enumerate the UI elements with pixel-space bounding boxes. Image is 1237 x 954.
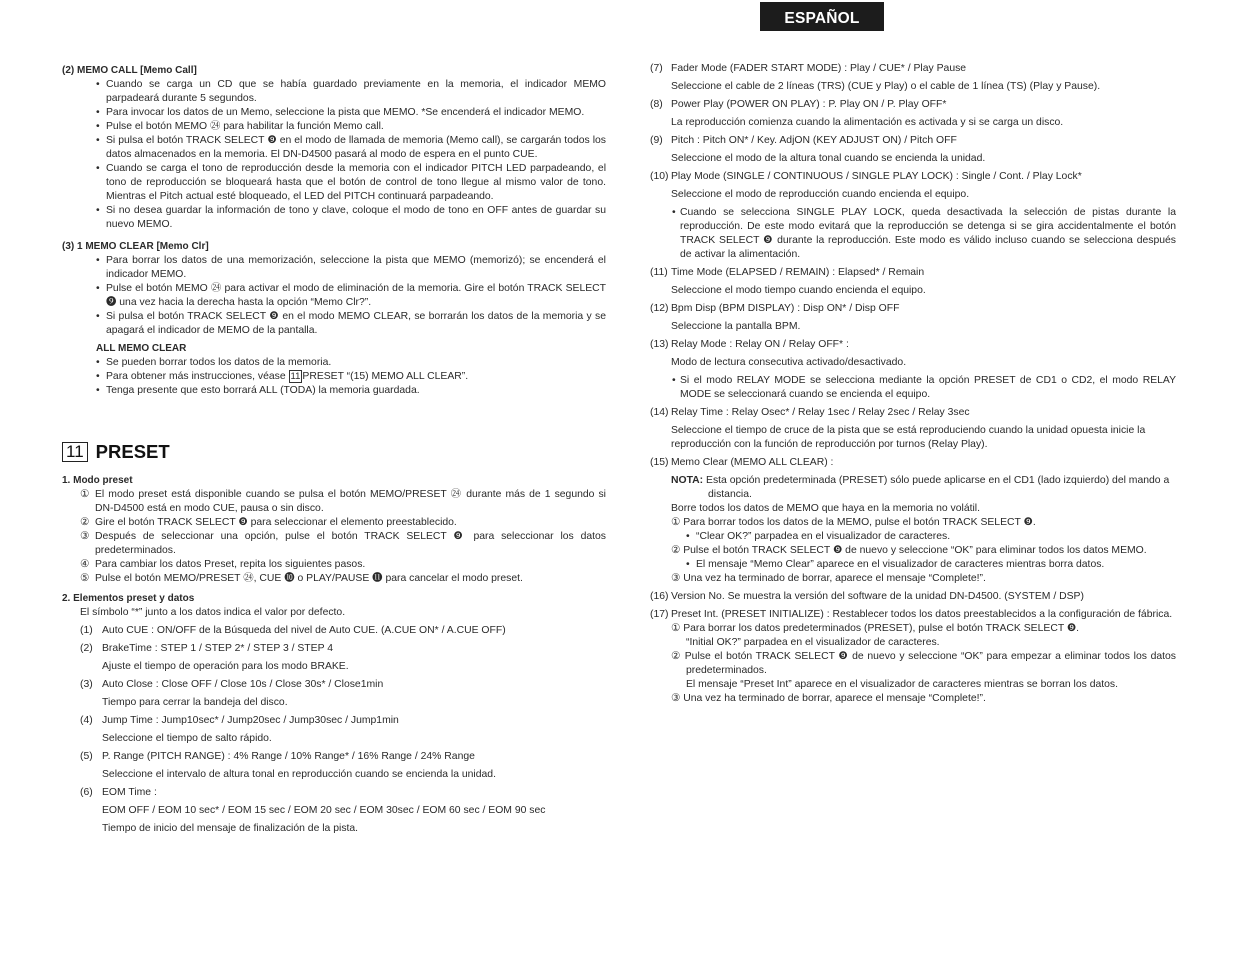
list-item: • Tenga presente que esto borrará ALL (TODA) la memoria guardada. <box>96 384 606 398</box>
list-item: • Para borrar los datos de una memorización, seleccione la pista que MEMO (memorizó); se encenderá el indicador MEMO. <box>96 254 606 282</box>
all-memo-clear-list <box>62 356 606 398</box>
item-description: Seleccione el modo tiempo cuando encienda el equipo. <box>671 285 926 296</box>
list-item: ③ Después de seleccionar una opción, pulse el botón TRACK SELECT ❾ para seleccionar los datos predeterminados. <box>80 531 606 556</box>
item-description: Seleccione el intervalo de altura tonal en reproducción cuando se encienda la unidad. <box>102 769 496 780</box>
list-item: (17) Preset Int. (PRESET INITIALIZE) : Restablecer todos los datos preestablecidos a la configuración de fábrica. <box>650 609 1173 620</box>
item-description: Seleccione el tiempo de cruce de la pista que se está reproduciendo cuando la unidad opuesta inicie la reproducción con la función de reproducción por turnos (Relay Play). <box>671 425 1146 450</box>
item-description: Tiempo de inicio del mensaje de finalización de la pista. <box>102 823 359 834</box>
list-item: (7) Fader Mode (FADER START MODE) : Play / CUE* / Play Pause <box>650 63 967 74</box>
item-description: Seleccione la pantalla BPM. <box>671 321 801 332</box>
list-item: (10) Play Mode (SINGLE / CONTINUOUS / SINGLE PLAY LOCK) : Single / Cont. / Play Lock* <box>650 171 1082 182</box>
step: ③ Una vez ha terminado de borrar, aparece el mensaje “Complete!”. <box>671 693 986 704</box>
list-item: (1) Auto CUE : ON/OFF de la Búsqueda del nivel de Auto CUE. (A.CUE ON* / A.CUE OFF) <box>80 625 506 636</box>
list-item: ④ Para cambiar los datos Preset, repita los siguientes pasos. <box>80 559 366 570</box>
list-item: ① El modo preset está disponible cuando se pulsa el botón MEMO/PRESET ㉔ durante más de 1 segundo si DN-D4500 está en modo CUE, pausa o sin disco. <box>80 489 606 514</box>
note: NOTA: Esta opción predeterminada (PRESET) sólo puede aplicarse en el CD1 (lado izquierdo) del mando a distancia. <box>671 475 1170 500</box>
step-detail: • “Clear OK?” parpadea en el visualizador de caracteres. <box>650 530 1176 544</box>
item-description: La reproducción comienza cuando la alimentación es activada y si se carga un disco. <box>671 117 1064 128</box>
step-detail: • El mensaje “Memo Clear” aparece en el visualizador de caracteres mientras borra datos. <box>650 558 1176 572</box>
note-label: NOTA: <box>671 475 704 486</box>
section-heading: PRESET <box>95 441 170 462</box>
list-item: (16) Version No. Se muestra la versión del software de la unidad DN-D4500. (SYSTEM / DSP) <box>650 591 1084 602</box>
step: ③ Una vez ha terminado de borrar, aparece el mensaje “Complete!”. <box>671 573 986 584</box>
item-bullet: • Si el modo RELAY MODE se selecciona mediante la opción PRESET de CD1 o CD2, el modo RELAY MODE se seleccionará cuando se encienda el equipo. <box>650 374 1176 402</box>
item-description: Tiempo para cerrar la bandeja del disco. <box>102 697 288 708</box>
list-item: (14) Relay Time : Relay Osec* / Relay 1sec / Relay 2sec / Relay 3sec <box>650 407 970 418</box>
right-column <box>650 62 1176 706</box>
item-description: Ajuste el tiempo de operación para los modo BRAKE. <box>102 661 349 672</box>
memo-clear-list <box>62 254 606 338</box>
list-item <box>96 370 606 384</box>
elementos-intro: El símbolo “*” junto a los datos indica el valor por defecto. <box>80 607 346 618</box>
step: ① Para borrar todos los datos de la MEMO, pulse el botón TRACK SELECT ❾. <box>671 517 1036 528</box>
all-memo-clear-heading: ALL MEMO CLEAR <box>96 343 187 354</box>
language-tab: ESPAÑOL <box>760 2 884 31</box>
list-item: (5) P. Range (PITCH RANGE) : 4% Range / 10% Range* / 16% Range / 24% Range <box>80 751 475 762</box>
list-item: ② Gire el botón TRACK SELECT ❾ para seleccionar el elemento preestablecido. <box>80 517 457 528</box>
list-item: (12) Bpm Disp (BPM DISPLAY) : Disp ON* / Disp OFF <box>650 303 900 314</box>
list-item: • Para invocar los datos de un Memo, seleccione la pista que MEMO. *Se encenderá el indicador MEMO. <box>96 106 606 120</box>
list-item: (6) EOM Time : <box>80 787 157 798</box>
left-column <box>62 62 606 836</box>
list-item: • Pulse el botón MEMO ㉔ para activar el modo de eliminación de la memoria. Gire el botón TRACK SELECT ❾ una vez hacia la derecha hasta la opción “Memo Clr?”. <box>96 282 606 310</box>
item-description: Seleccione el cable de 2 líneas (TRS) (CUE y Play) o el cable de 1 línea (TS) (Play y Pause). <box>671 81 1101 92</box>
step: ② Pulse el botón TRACK SELECT ❾ de nuevo y seleccione “OK” para eliminar todos los datos MEMO. <box>671 545 1147 556</box>
list-item: (8) Power Play (POWER ON PLAY) : P. Play ON / P. Play OFF* <box>650 99 947 110</box>
memo-call-list <box>62 78 606 232</box>
list-item: • Si pulsa el botón TRACK SELECT ❾ en el modo de llamada de memoria (Memo call), se cargarán todos los datos almacenados en la memoria. El DN-D4500 pasará al modo de espera en el punto CUE. <box>96 134 606 162</box>
list-item: • Cuando se carga el tono de reproducción desde la memoria con el indicador PITCH LED parpadeando, el tono de reproducción se bloqueará hasta que el botón de control de tono llegue al mismo valor de tono. Mientras el Pitch actual esté bloqueado, el LED del PITCH continuará parpadeando. <box>96 162 606 204</box>
step: ① Para borrar los datos predeterminados (PRESET), pulse el botón TRACK SELECT ❾. <box>671 623 1080 634</box>
list-item: (15) Memo Clear (MEMO ALL CLEAR) : <box>650 457 834 468</box>
step-detail: El mensaje “Preset Int” aparece en el visualizador de caracteres mientras se borran los datos. <box>686 679 1118 690</box>
elementos-heading: 2. Elementos preset y datos <box>62 593 195 604</box>
list-item: (9) Pitch : Pitch ON* / Key. AdjON (KEY ADJUST ON) / Pitch OFF <box>650 135 957 146</box>
item-description: Modo de lectura consecutiva activado/desactivado. <box>671 357 907 368</box>
list-item: • Cuando se carga un CD que se había guardado previamente en la memoria, el indicador MEMO parpadeará durante 5 segundos. <box>96 78 606 106</box>
list-item: (11) Time Mode (ELAPSED / REMAIN) : Elapsed* / Remain <box>650 267 925 278</box>
item-description: Borre todos los datos de MEMO que haya en la memoria no volátil. <box>671 503 980 514</box>
item-description: Seleccione el modo de reproducción cuando encienda el equipo. <box>671 189 970 200</box>
list-item: (2) BrakeTime : STEP 1 / STEP 2* / STEP 3 / STEP 4 <box>80 643 333 654</box>
step-detail: “Initial OK?” parpadea en el visualizador de caracteres. <box>686 637 940 648</box>
modo-preset-heading: 1. Modo preset <box>62 475 133 486</box>
list-item: (3) Auto Close : Close OFF / Close 10s / Close 30s* / Close1min <box>80 679 384 690</box>
item-bullet: • Cuando se selecciona SINGLE PLAY LOCK, queda desactivada la selección de pistas durante la reproducción. De este modo evitará que la reproducción se detenga si se gira accidentalmente el botón TRACK SELECT ❾ durante la reproducción. Este modo es válido incluso cuando se selecciona después de activar la alimentación. <box>650 206 1176 262</box>
list-item: • Si no desea guardar la información de tono y clave, coloque el modo de tono en OFF antes de guardar su nuevo MEMO. <box>96 204 606 232</box>
reference-text: PRESET “(15) MEMO ALL CLEAR”. <box>302 371 469 382</box>
list-item: • Se pueden borrar todos los datos de la memoria. <box>96 356 606 370</box>
item-description: Seleccione el modo de la altura tonal cuando se encienda la unidad. <box>671 153 986 164</box>
memo-call-heading: (2) MEMO CALL [Memo Call] <box>62 65 197 76</box>
item-description: EOM OFF / EOM 10 sec* / EOM 15 sec / EOM 20 sec / EOM 30sec / EOM 60 sec / EOM 90 sec <box>102 805 546 816</box>
list-item: • Pulse el botón MEMO ㉔ para habilitar la función Memo call. <box>96 120 606 134</box>
memo-clear-heading: (3) 1 MEMO CLEAR [Memo Clr] <box>62 241 209 252</box>
reference-prefix: Para obtener más instrucciones, véase <box>106 371 289 382</box>
section-title <box>62 442 606 462</box>
item-description: Seleccione el tiempo de salto rápido. <box>102 733 272 744</box>
section-number: 11 <box>62 442 88 462</box>
list-item: (13) Relay Mode : Relay ON / Relay OFF* : <box>650 339 849 350</box>
list-item: • Si pulsa el botón TRACK SELECT ❾ en el modo MEMO CLEAR, se borrarán los datos de la memoria y se apagará el indicador de MEMO de la pantalla. <box>96 310 606 338</box>
list-item: ⑤ Pulse el botón MEMO/PRESET ㉔, CUE ❿ o PLAY/PAUSE ⓫ para cancelar el modo preset. <box>80 573 523 584</box>
step: ② Pulse el botón TRACK SELECT ❾ de nuevo y seleccione “OK” para empezar a eliminar todos los datos predeterminados. <box>671 651 1176 676</box>
modo-preset-steps <box>62 488 606 586</box>
list-item: (4) Jump Time : Jump10sec* / Jump20sec / Jump30sec / Jump1min <box>80 715 399 726</box>
section-ref-box: 11 <box>290 371 301 382</box>
